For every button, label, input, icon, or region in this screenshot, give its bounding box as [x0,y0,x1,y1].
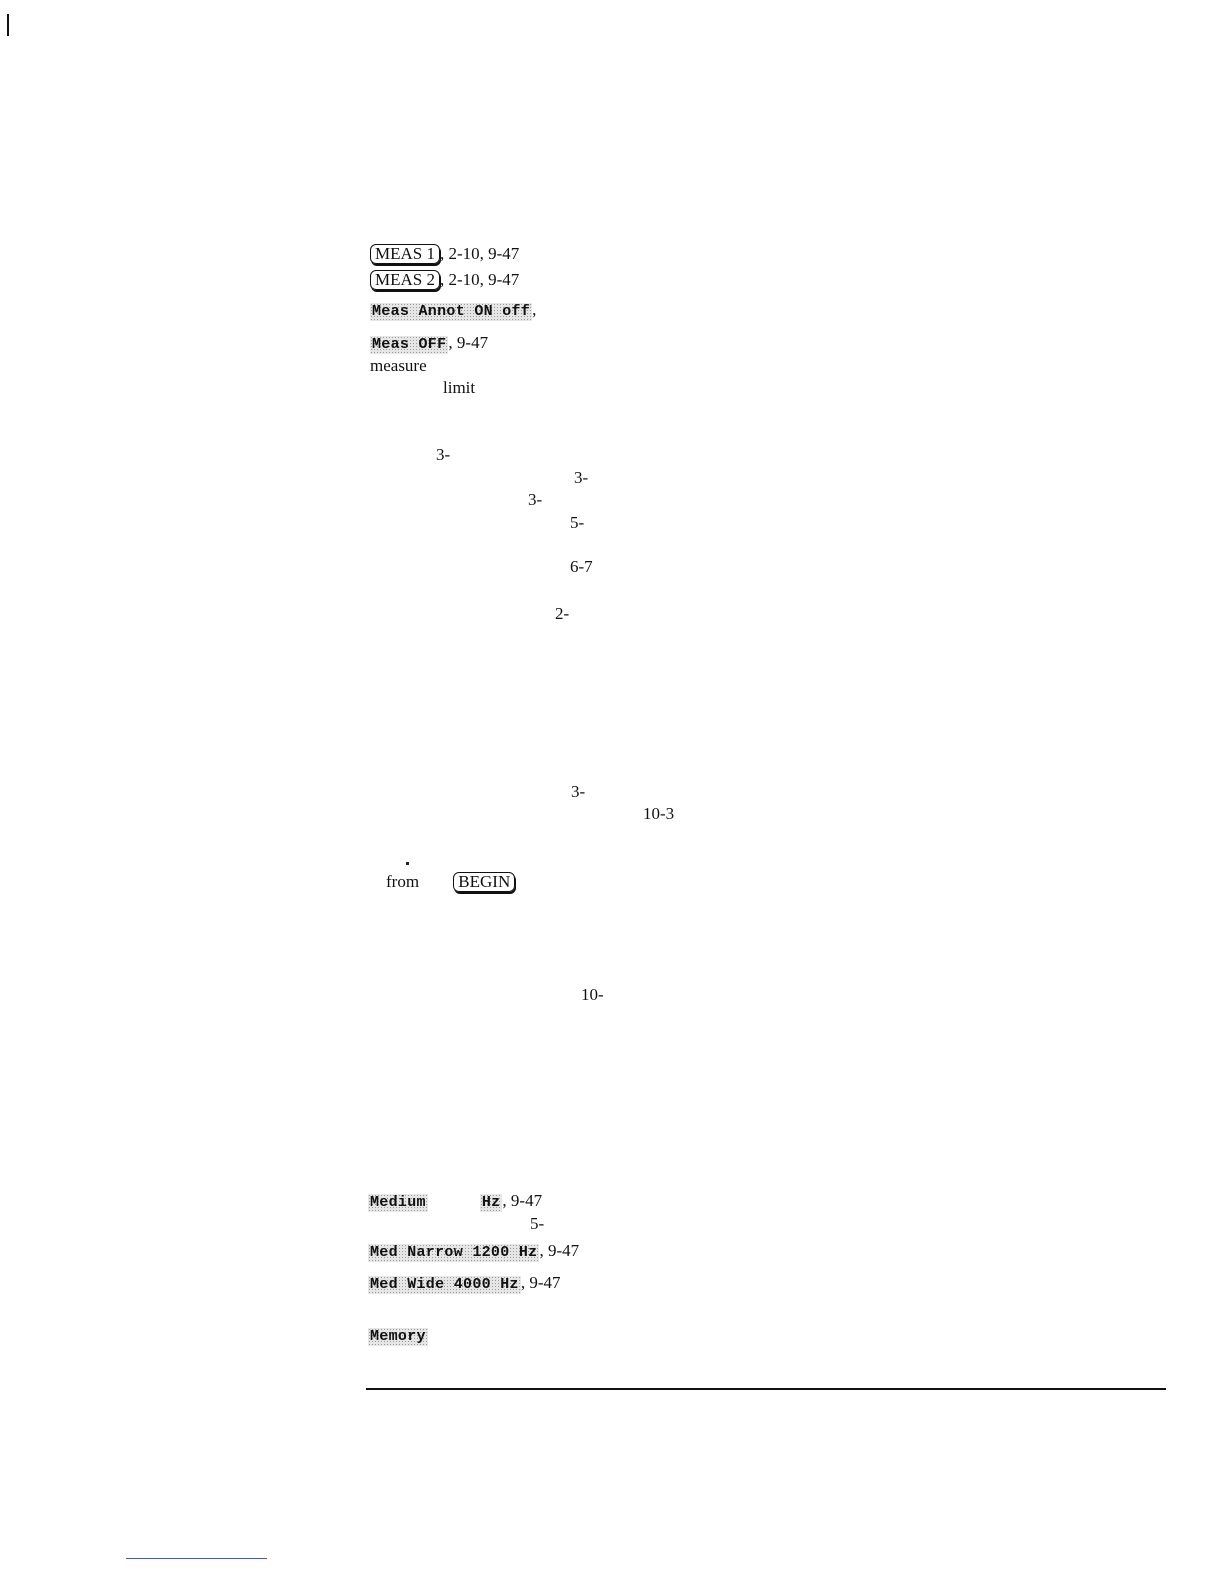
index-subentry-limit: limit [443,378,476,397]
index-entry-meas2 [370,270,519,290]
margin-change-bar [7,14,9,36]
index-entry-meas1 [370,244,519,264]
footer-rule [366,1388,1166,1390]
medium-hz-softkey: Hz [481,1194,501,1211]
med-wide-page-refs: , 9-47 [520,1273,561,1292]
begin-hardkey: BEGIN [453,872,515,892]
meas2-hardkey: MEAS 2 [370,270,440,290]
index-entry-memory [368,1325,428,1346]
page-ref-fragment: 3- [436,445,451,464]
index-entry-measure: measure [370,356,427,375]
meas2-page-refs: , 2-10, 9-47 [439,270,520,289]
index-entry-medium [368,1191,542,1212]
medium-page-refs: , 9-47 [502,1191,543,1210]
page-ref-fragment: 6-7 [570,557,593,576]
index-entry-meas-off [370,333,488,354]
meas-annot-page-refs: , [532,300,537,319]
page-ref-fragment: 3- [528,490,543,509]
page-ref-fragment: 3- [574,468,589,487]
med-wide-softkey: Med Wide 4000 Hz [370,1276,519,1293]
meas-off-page-refs: , 9-47 [448,333,489,352]
index-entry-meas-annot [370,300,536,321]
meas-annot-softkey: Meas Annot ON off [372,303,531,320]
meas-off-softkey: Meas OFF [372,336,447,353]
page-ref-fragment: 10-3 [643,804,675,823]
index-entry-from-begin [386,872,515,892]
memory-softkey: Memory [370,1328,426,1345]
stray-mark [406,862,409,865]
meas1-hardkey: MEAS 1 [370,244,440,264]
page-ref-fragment: 10- [581,985,604,1004]
page-ref-fragment: 5- [570,513,585,532]
meas1-page-refs: , 2-10, 9-47 [439,244,520,263]
index-entry-med-wide [368,1273,561,1294]
medium-softkey: Medium [370,1194,426,1211]
med-narrow-softkey: Med Narrow 1200 Hz [370,1244,538,1261]
page-ref-fragment: 3- [571,782,586,801]
med-narrow-page-refs: , 9-47 [539,1241,580,1260]
from-text: from [386,872,420,891]
index-entry-med-narrow [368,1241,579,1262]
page-ref-fragment: 5- [530,1214,545,1233]
page-ref-fragment: 2- [555,604,570,623]
footer-link-underline[interactable] [126,1558,267,1559]
